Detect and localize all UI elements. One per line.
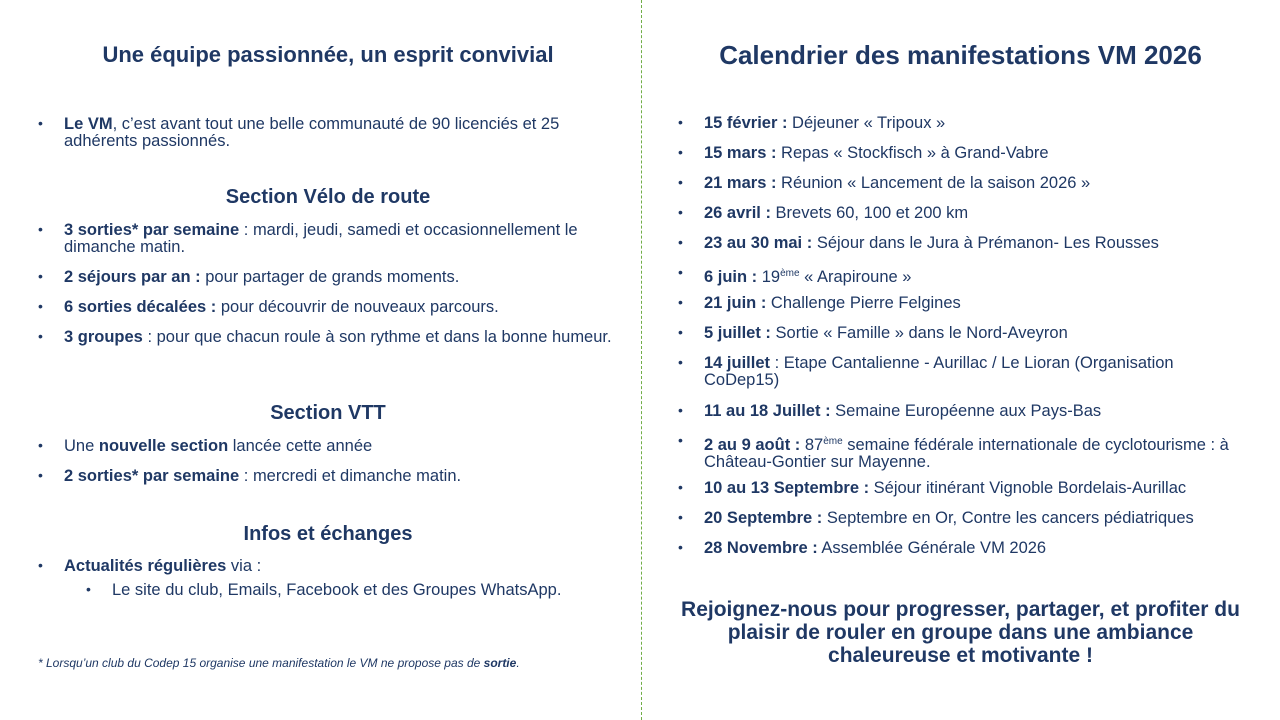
event-text: Réunion « Lancement de la saison 2026 » [776, 174, 1091, 192]
bullet-icon: • [678, 324, 683, 340]
bullet-icon: • [38, 467, 43, 483]
bullet-icon: • [678, 144, 683, 160]
event-item [678, 235, 1243, 252]
event-item [678, 115, 1243, 132]
event-date: 11 au 18 Juillet : [704, 402, 831, 420]
event-date: 21 juin : [704, 294, 767, 312]
event-item [678, 433, 1243, 471]
footnote-text: * Lorsqu’un club du Codep 15 organise une manifestation le VM ne propose pas de [38, 656, 484, 670]
footnote-end: . [516, 656, 520, 670]
route-item [38, 299, 618, 316]
event-item [678, 540, 1243, 557]
event-item [678, 403, 1243, 420]
bullet-icon: • [38, 221, 43, 237]
route-item-text: : pour que chacun roule à son rythme et dans la bonne humeur. [142, 328, 612, 346]
event-date: 26 avril : [704, 204, 771, 222]
event-item [678, 480, 1243, 497]
ordinal-suffix: ème [823, 436, 843, 447]
route-item [38, 269, 618, 286]
bullet-icon: • [678, 234, 683, 250]
footnote-bold: sortie [483, 656, 517, 670]
bullet-icon: • [678, 432, 683, 448]
route-item-text: : mardi, jeudi, samedi et occasionnellement le dimanche matin. [64, 221, 578, 256]
event-date: 15 mars : [704, 144, 777, 162]
vtt-item [38, 438, 618, 455]
route-item-bold: 3 groupes [64, 328, 143, 346]
vtt-item [38, 468, 618, 485]
route-item-bold: 2 séjours par an : [64, 268, 201, 286]
bullet-icon: • [678, 402, 683, 418]
infos-section-title: Infos et échanges [243, 523, 413, 545]
bullet-icon: • [678, 174, 683, 190]
event-date: 15 février : [704, 114, 788, 132]
route-item-text: pour partager de grands moments. [200, 268, 460, 286]
bullet-icon: • [678, 294, 683, 310]
ordinal-suffix: ème [780, 268, 800, 279]
event-item [678, 205, 1243, 222]
event-text-after: « Arapiroune » [799, 268, 912, 286]
event-text: Assemblée Générale VM 2026 [817, 539, 1047, 557]
bullet-icon: • [38, 328, 43, 344]
intro-text: , c’est avant tout une belle communauté de 90 licenciés et 25 adhérents passionnés. [64, 115, 560, 150]
event-item [678, 265, 1243, 286]
event-text: Déjeuner « Tripoux » [787, 114, 946, 132]
bullet-icon: • [678, 354, 683, 370]
event-item [678, 355, 1243, 389]
event-text: Semaine Européenne aux Pays-Bas [830, 402, 1102, 420]
bullet-icon: • [678, 114, 683, 130]
event-text: Sortie « Famille » dans le Nord-Aveyron [770, 324, 1068, 342]
bullet-icon: • [38, 115, 43, 131]
intro-bold: Le VM [64, 115, 113, 133]
vtt-section-title: Section VTT [270, 402, 386, 424]
calendar-title: Calendrier des manifestations VM 2026 [719, 40, 1202, 70]
route-item-text: pour découvrir de nouveaux parcours. [216, 298, 499, 316]
event-text: Séjour dans le Jura à Prémanon- Les Rousses [812, 234, 1159, 252]
bullet-icon: • [678, 509, 683, 525]
bullet-icon: • [38, 268, 43, 284]
bullet-icon: • [678, 539, 683, 555]
vtt-item-text: lancée cette année [228, 437, 373, 455]
event-text: : Etape Cantalienne - Aurillac / Le Lioran (Organisation CoDep15) [704, 354, 1174, 389]
event-date: 23 au 30 mai : [704, 234, 813, 252]
left-title: Une équipe passionnée, un esprit convivial [102, 42, 554, 67]
route-item [38, 329, 618, 346]
event-item [678, 145, 1243, 162]
event-text: Challenge Pierre Felgines [766, 294, 961, 312]
route-section-title: Section Vélo de route [225, 186, 431, 208]
event-item [678, 175, 1243, 192]
event-date: 6 juin : [704, 268, 758, 286]
event-date: 5 juillet : [704, 324, 771, 342]
event-text: 87 [800, 436, 824, 454]
event-item [678, 325, 1243, 342]
intro-item [38, 116, 618, 150]
event-date: 10 au 13 Septembre : [704, 479, 870, 497]
event-date: 2 au 9 août : [704, 436, 801, 454]
bullet-icon: • [38, 437, 43, 453]
infos-subitem-text: Le site du club, Emails, Facebook et des Groupes WhatsApp. [112, 581, 562, 599]
column-divider [641, 0, 642, 720]
route-item-bold: 3 sorties* par semaine [64, 221, 240, 239]
bullet-icon: • [38, 298, 43, 314]
event-text: Brevets 60, 100 et 200 km [770, 204, 969, 222]
bullet-icon: • [86, 581, 91, 597]
footnote [38, 656, 520, 670]
vtt-item-pre: Une [64, 437, 99, 455]
infos-item-bold: Actualités régulières [64, 557, 227, 575]
infos-item [38, 558, 618, 575]
infos-item-text: via : [226, 557, 262, 575]
route-item [38, 222, 618, 256]
event-item [678, 295, 1243, 312]
event-text: Séjour itinérant Vignoble Bordelais-Aurillac [869, 479, 1187, 497]
event-date: 14 juillet [704, 354, 771, 372]
event-text: Septembre en Or, Contre les cancers pédiatriques [822, 509, 1194, 527]
bullet-icon: • [38, 557, 43, 573]
event-date: 20 Septembre : [704, 509, 823, 527]
route-item-bold: 6 sorties décalées : [64, 298, 217, 316]
call-to-action: Rejoignez-nous pour progresser, partager, et profiter du plaisir de rouler en groupe dans une ambiance chaleureuse et motivante ! [681, 598, 1240, 667]
bullet-icon: • [678, 264, 683, 280]
bullet-icon: • [678, 479, 683, 495]
vtt-item-text: : mercredi et dimanche matin. [239, 467, 462, 485]
event-date: 21 mars : [704, 174, 777, 192]
event-text: Repas « Stockfisch » à Grand-Vabre [776, 144, 1049, 162]
vtt-item-bold: nouvelle section [98, 437, 229, 455]
infos-subitem [38, 582, 618, 599]
event-text: 19 [757, 268, 781, 286]
event-date: 28 Novembre : [704, 539, 818, 557]
event-item [678, 510, 1243, 527]
event-text-after: semaine fédérale internationale de cyclotourisme : à Château-Gontier sur Mayenne. [704, 436, 1229, 471]
vtt-item-bold: 2 sorties* par semaine [64, 467, 240, 485]
bullet-icon: • [678, 204, 683, 220]
